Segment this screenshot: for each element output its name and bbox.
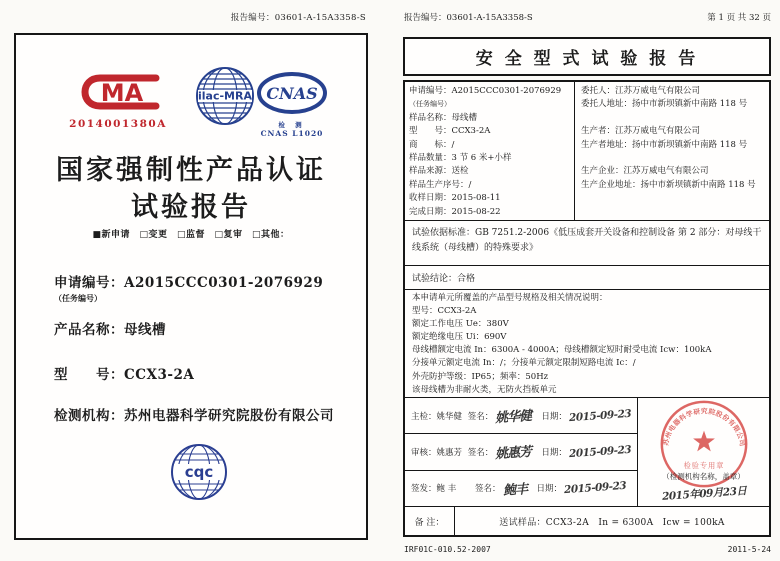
right-report-number: 报告编号：03601-A-15A3358-S <box>404 13 533 23</box>
signature-label: 签名： <box>467 447 494 458</box>
info-line: 样品名称：母线槽 <box>409 112 478 123</box>
report-title: 安 全 型 式 试 验 报 告 <box>403 37 771 76</box>
remark-value: 送试样品：CCX3-2A In = 6300A Icw = 100kA <box>499 517 725 528</box>
sample-info-section <box>405 82 769 221</box>
left-report-number: 报告编号：03601-A-15A3358-S <box>230 13 366 23</box>
signature-label: 签名： <box>475 484 501 495</box>
application-number-value: A2015CCC0301-2076929 <box>124 275 324 291</box>
info-line: 生产者：江苏万威电气有限公司 <box>581 126 701 137</box>
cma-logo <box>68 71 168 130</box>
test-conclusion-section: 试验结论：合格 <box>405 266 769 290</box>
application-number-field <box>54 271 323 291</box>
cover-page <box>14 33 368 540</box>
info-line: 完成日期：2015-08-22 <box>409 206 501 217</box>
handwritten-signature: 姚惠芳 <box>494 445 532 463</box>
date-label: 日期： <box>536 484 563 495</box>
info-line: 商 标：/ <box>409 139 455 150</box>
product-spec-section <box>405 290 769 398</box>
info-line: 生产企业地址：扬中市新坝镇新中南路 118 号 <box>581 179 756 190</box>
handwritten-date: 2015-09-23 <box>568 443 632 461</box>
form-date: 2011-5-24 <box>727 545 771 554</box>
svg-text:CNAS: CNAS <box>266 84 318 103</box>
cqc-globe-icon <box>168 441 230 503</box>
product-name-value: 母线槽 <box>124 322 166 338</box>
handwritten-signature: 鲍丰 <box>502 481 528 499</box>
spec-line: 分接单元额定电流 In：/；分接单元额定限制短路电流 Ic：/ <box>412 358 636 369</box>
reviewer-name: 审核：姚惠芳 <box>411 447 463 458</box>
approver-name: 签发：鲍 丰 <box>411 484 457 495</box>
model-value: CCX3-2A <box>124 367 195 383</box>
seal-caption: （检测机构名称，盖章） <box>662 472 745 481</box>
spec-line: 额定工作电压 Ue：380V <box>412 319 509 330</box>
info-line <box>581 152 763 165</box>
client-info-column <box>575 82 769 220</box>
spec-line: 母线槽额定电流 In：6300A - 4000A；母线槽额定短时耐受电流 Icw：100kA <box>412 345 712 356</box>
svg-text:ilac-MRA: ilac-MRA <box>198 89 252 103</box>
cover-title-line1: 国家强制性产品认证 <box>56 155 326 186</box>
signature-rows <box>405 398 638 506</box>
seal-handwritten-date <box>638 482 769 501</box>
cnas-lab-code: CNAS L1020 <box>260 129 324 138</box>
info-line: 生产企业：江苏万威电气有限公司 <box>581 166 709 177</box>
info-line: 样品数量：3 节 6 米+小样 <box>409 153 512 164</box>
form-code: IRF01C-010.52-2007 <box>404 545 491 554</box>
application-number-label: 申请编号： <box>54 275 124 291</box>
remark-label: 备 注： <box>405 507 455 535</box>
report-table <box>403 80 771 537</box>
signature-section <box>405 398 769 507</box>
cover-title-line2: 试验报告 <box>131 192 251 223</box>
svg-text:检验专用章: 检验专用章 <box>683 460 724 470</box>
spec-line: 额定绝缘电压 Ui：690V <box>412 332 507 343</box>
cqc-logo <box>168 441 230 507</box>
page-count-label: 第 1 页 共 32 页 <box>707 13 771 23</box>
seal-cell <box>638 398 769 506</box>
model-field <box>54 363 194 383</box>
reviewer-row <box>405 434 637 470</box>
ilac-mra-logo <box>194 65 256 131</box>
info-line <box>581 112 763 125</box>
spec-line: 该母线槽为非耐火类，无防火挡板单元 <box>412 384 557 395</box>
spec-line: 本申请单元所覆盖的产品型号规格及相关情况说明： <box>412 293 608 303</box>
info-line: 委托人地址：扬中市新坝镇新中南路 118 号 <box>581 99 748 110</box>
remark-section <box>405 507 769 535</box>
test-standard-section: 试验依据标准：GB 7251.2-2006《低压成套开关设备和控制设备 第 2 部分：对母线干线系统（母线槽）的特殊要求》 <box>405 221 769 266</box>
chief-tester-row <box>405 398 637 434</box>
chief-tester-name: 主检：姚华健 <box>411 411 463 422</box>
info-line: （任务编号） <box>409 100 451 109</box>
info-line: 型 号：CCX3-2A <box>409 126 491 137</box>
date-label: 日期： <box>541 447 567 458</box>
spec-line: 外壳防护等级：IP65；频率：50Hz <box>412 371 549 382</box>
cnas-logo <box>256 71 328 138</box>
info-line: 收样日期：2015-08-11 <box>409 193 501 204</box>
signature-label: 签名： <box>467 411 494 422</box>
task-number-note: （任务编号） <box>54 293 102 303</box>
ilac-mra-globe-icon <box>194 65 256 127</box>
info-line: 委托人：江苏万威电气有限公司 <box>581 86 701 96</box>
info-line: 生产者地址：扬中市新坝镇新中南路 118 号 <box>581 139 748 150</box>
handwritten-date: 2015-09-23 <box>563 480 627 497</box>
info-line: 样品生产序号：/ <box>409 179 472 190</box>
handwritten-signature: 姚华健 <box>494 408 532 427</box>
model-label: 型 号： <box>54 367 124 383</box>
cma-mark-icon <box>72 71 164 113</box>
approver-row <box>405 471 637 506</box>
cnas-sub-label: 检 测 <box>278 121 306 129</box>
handwritten-date: 2015年09月23日 <box>661 485 748 503</box>
testing-agency-field <box>54 404 334 424</box>
sample-info-column <box>405 82 575 220</box>
spec-line: 型号：CCX3-2A <box>412 306 477 317</box>
svg-text:MA: MA <box>100 79 144 107</box>
cma-certificate-number: 2014001380A <box>69 118 167 130</box>
testing-agency-value: 苏州电器科学研究院股份有限公司 <box>124 408 334 424</box>
date-label: 日期： <box>541 411 567 422</box>
info-line: 样品来源：送检 <box>409 166 469 177</box>
testing-agency-label: 检测机构： <box>54 408 124 424</box>
product-name-label: 产品名称： <box>54 322 124 338</box>
handwritten-date: 2015-09-23 <box>568 407 632 424</box>
svg-text:cqc: cqc <box>184 463 214 481</box>
cnas-oval-icon <box>256 71 328 115</box>
product-name-field <box>54 318 166 338</box>
info-line: 申请编号：A2015CCC0301-2076929 <box>409 86 562 96</box>
svg-text:苏州电器科学研究院股份有限公司: 苏州电器科学研究院股份有限公司 <box>661 407 746 448</box>
application-type-checkboxes: ■新申请 □变更 □监督 □复审 □其他： <box>92 230 290 240</box>
